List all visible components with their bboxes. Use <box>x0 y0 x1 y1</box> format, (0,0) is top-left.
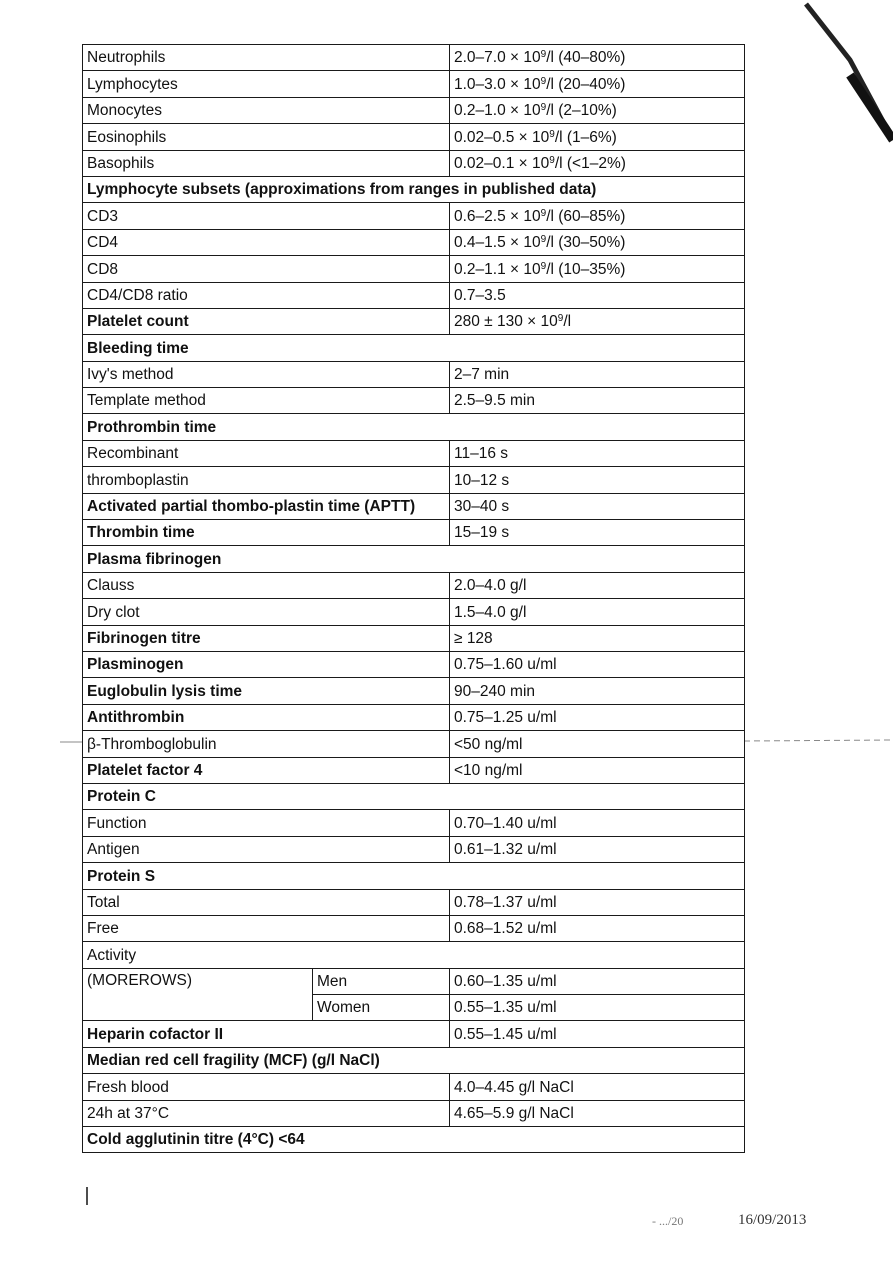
row-value: 11–16 s <box>450 440 745 466</box>
row-label: Template method <box>83 388 450 414</box>
table-row <box>83 836 745 862</box>
row-value: 0.60–1.35 u/ml <box>450 968 745 994</box>
row-label: CD4/CD8 ratio <box>83 282 450 308</box>
scan-shadow-right-edge <box>850 75 893 140</box>
row-value: $1.0-3.0 \times 10^9/l$ (20–40%) <box>450 71 745 97</box>
row-label: Euglobulin lysis time <box>83 678 450 704</box>
table-row <box>83 678 745 704</box>
table-section-header <box>83 176 745 202</box>
section-heading: Protein C <box>83 783 745 809</box>
row-value: 0.7–3.5 <box>450 282 745 308</box>
row-value: 90–240 min <box>450 678 745 704</box>
footer-smudge-text: - .../20 <box>652 1214 684 1228</box>
table-row <box>83 150 745 176</box>
row-label: CD3 <box>83 203 450 229</box>
row-label: Basophils <box>83 150 450 176</box>
table-row <box>83 968 745 994</box>
table-row <box>83 810 745 836</box>
table-section-header <box>83 783 745 809</box>
table-row <box>83 467 745 493</box>
row-label: Thrombin time <box>83 520 450 546</box>
section-heading: Activity <box>83 942 745 968</box>
row-label: Lymphocytes <box>83 71 450 97</box>
table-section-header <box>83 414 745 440</box>
table-row <box>83 97 745 123</box>
table-section-header <box>83 335 745 361</box>
row-label: Heparin cofactor II <box>83 1021 450 1047</box>
footer-date: 16/09/2013 <box>738 1212 807 1228</box>
row-value: 4.65–5.9 g/l NaCl <box>450 1100 745 1126</box>
row-value: 10–12 s <box>450 467 745 493</box>
row-label: Plasminogen <box>83 651 450 677</box>
table-row <box>83 1100 745 1126</box>
row-value: 1.5–4.0 g/l <box>450 599 745 625</box>
table-row <box>83 388 745 414</box>
table-row <box>83 915 745 941</box>
table-row <box>83 757 745 783</box>
row-label: Fibrinogen titre <box>83 625 450 651</box>
row-label: Activated partial thombo-plastin time (APTT) <box>83 493 450 519</box>
row-value: $0.2-1.1 \times 10^9/l$ (10–35%) <box>450 256 745 282</box>
row-value: 2.0–4.0 g/l <box>450 572 745 598</box>
reference-ranges-table <box>82 44 745 1153</box>
row-label: CD4 <box>83 229 450 255</box>
row-value: $280 \pm 130 \times 10^9/l$ <box>450 308 745 334</box>
row-sublabel: Men <box>313 968 450 994</box>
row-label: Platelet factor 4 <box>83 757 450 783</box>
table-section-header <box>83 1047 745 1073</box>
row-value: 4.0–4.45 g/l NaCl <box>450 1074 745 1100</box>
row-value: 30–40 s <box>450 493 745 519</box>
section-heading: Cold agglutinin titre (4°C) <64 <box>83 1127 745 1153</box>
row-label: Dry clot <box>83 599 450 625</box>
row-label: CD8 <box>83 256 450 282</box>
row-value: ≥ 128 <box>450 625 745 651</box>
table-row <box>83 572 745 598</box>
table-row <box>83 704 745 730</box>
section-heading: Lymphocyte subsets (approximations from ranges in published data) <box>83 176 745 202</box>
row-value: $0.02-0.1 \times 10^9/l$ (<1–2%) <box>450 150 745 176</box>
section-heading: Prothrombin time <box>83 414 745 440</box>
table-row <box>83 1021 745 1047</box>
row-label: β-Thromboglobulin <box>83 731 450 757</box>
table-row <box>83 45 745 71</box>
row-value: 0.78–1.37 u/ml <box>450 889 745 915</box>
table-row <box>83 229 745 255</box>
table-section-header <box>83 942 745 968</box>
section-heading: Median red cell fragility (MCF) (g/l NaCl) <box>83 1047 745 1073</box>
table-row <box>83 651 745 677</box>
row-value: 2–7 min <box>450 361 745 387</box>
table-row <box>83 493 745 519</box>
table-row <box>83 361 745 387</box>
row-value: 2.5–9.5 min <box>450 388 745 414</box>
scan-shadow-top-right <box>806 4 893 140</box>
row-label: 24h at 37°C <box>83 1100 450 1126</box>
table-row <box>83 520 745 546</box>
row-value: <50 ng/ml <box>450 731 745 757</box>
row-value: 0.55–1.45 u/ml <box>450 1021 745 1047</box>
row-value: 0.68–1.52 u/ml <box>450 915 745 941</box>
row-label: Total <box>83 889 450 915</box>
row-label: Platelet count <box>83 308 450 334</box>
row-label: Free <box>83 915 450 941</box>
table-row <box>83 440 745 466</box>
row-value: 0.70–1.40 u/ml <box>450 810 745 836</box>
row-value: 0.61–1.32 u/ml <box>450 836 745 862</box>
table-section-header <box>83 546 745 572</box>
row-value: $0.4-1.5 \times 10^9/l$ (30–50%) <box>450 229 745 255</box>
table-section-header <box>83 863 745 889</box>
row-label: Clauss <box>83 572 450 598</box>
table-row <box>83 625 745 651</box>
row-sublabel: Women <box>313 995 450 1021</box>
row-value: <10 ng/ml <box>450 757 745 783</box>
section-heading: Protein S <box>83 863 745 889</box>
row-label: Antigen <box>83 836 450 862</box>
row-value: 0.75–1.60 u/ml <box>450 651 745 677</box>
row-label: Ivy's method <box>83 361 450 387</box>
row-label: thromboplastin <box>83 467 450 493</box>
table-row <box>83 889 745 915</box>
row-value: 15–19 s <box>450 520 745 546</box>
table-row <box>83 124 745 150</box>
row-value: $0.2-1.0 \times 10^9/l$ (2–10%) <box>450 97 745 123</box>
row-value: $0.6-2.5 \times 10^9/l$ (60–85%) <box>450 203 745 229</box>
section-heading: Bleeding time <box>83 335 745 361</box>
row-value: $2.0-7.0 \times 10^9/l$ (40–80%) <box>450 45 745 71</box>
row-label: Monocytes <box>83 97 450 123</box>
fold-line-right <box>744 740 893 741</box>
row-label: Antithrombin <box>83 704 450 730</box>
table-row <box>83 282 745 308</box>
row-label: (MOREROWS) <box>83 968 313 1021</box>
table-row <box>83 1074 745 1100</box>
table-row <box>83 731 745 757</box>
table-row <box>83 256 745 282</box>
row-label: Fresh blood <box>83 1074 450 1100</box>
table-row <box>83 203 745 229</box>
table-row <box>83 71 745 97</box>
table-row <box>83 308 745 334</box>
row-label: Recombinant <box>83 440 450 466</box>
section-heading: Plasma fibrinogen <box>83 546 745 572</box>
row-label: Eosinophils <box>83 124 450 150</box>
row-value: $0.02-0.5 \times 10^9/l$ (1–6%) <box>450 124 745 150</box>
row-value: 0.75–1.25 u/ml <box>450 704 745 730</box>
table-section-header <box>83 1127 745 1153</box>
table-row <box>83 599 745 625</box>
row-label: Function <box>83 810 450 836</box>
row-label: Neutrophils <box>83 45 450 71</box>
row-value: 0.55–1.35 u/ml <box>450 995 745 1021</box>
